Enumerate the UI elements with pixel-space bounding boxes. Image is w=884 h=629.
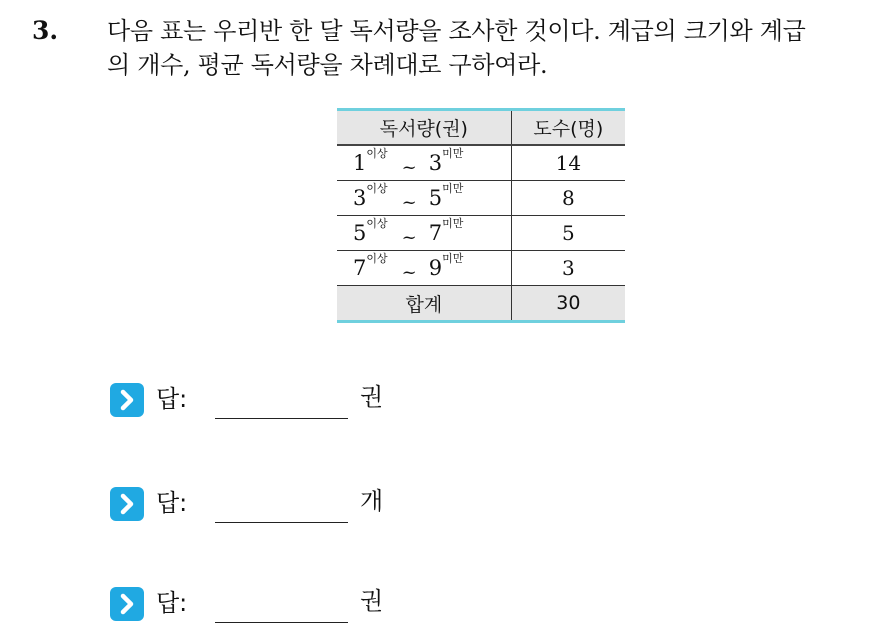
answer-unit: 개 [360,487,384,515]
frequency-cell: 8 [511,181,625,216]
table-header-row [337,110,625,146]
table-total-row [337,286,625,322]
chevron-right-icon [110,587,144,621]
lower-bound-label: 이상 [366,252,388,265]
interval-from: 3 [353,186,367,210]
total-label: 합계 [337,286,511,322]
answer-label: 답: [156,385,188,413]
frequency-cell: 5 [511,216,625,251]
lower-bound-label: 이상 [366,217,388,230]
header-reading-amount: 독서량(권) [337,110,511,146]
class-interval [337,145,511,181]
lower-bound-label: 이상 [366,182,388,195]
interval-from: 5 [353,221,367,245]
chevron-right-icon [110,383,144,417]
class-interval [337,216,511,251]
tilde: ~ [401,157,417,178]
table-row [337,181,625,216]
interval-to: 9 [428,256,443,280]
frequency-cell: 3 [511,251,625,286]
class-interval [337,181,511,216]
answer-label: 답: [156,589,188,617]
chevron-right-icon [110,487,144,521]
tilde: ~ [401,192,417,213]
answer-unit: 권 [360,383,384,411]
upper-bound-label: 미만 [442,217,464,230]
tilde: ~ [401,262,417,283]
interval-from: 7 [353,256,367,280]
question-line-1: 다음 표는 우리반 한 달 독서량을 조사한 것이다. 계급의 크기와 계급 [107,17,806,45]
question-number: 3. [32,16,59,45]
interval-to: 5 [428,186,443,210]
upper-bound-label: 미만 [442,147,464,160]
frequency-cell: 14 [511,145,625,181]
answer-row-3 [110,584,510,624]
upper-bound-label: 미만 [442,252,464,265]
answer-row-2 [110,484,510,524]
table-row [337,216,625,251]
upper-bound-label: 미만 [442,182,464,195]
table-row [337,145,625,181]
class-interval [337,251,511,286]
lower-bound-label: 이상 [366,147,388,160]
answer-label: 답: [156,489,188,517]
interval-from: 1 [353,151,367,175]
interval-to: 3 [428,151,443,175]
total-value: 30 [511,286,625,322]
frequency-table [337,108,625,323]
answer-unit: 권 [360,587,384,615]
answer-row-1 [110,380,510,420]
answer-blank[interactable] [215,622,348,623]
answer-blank[interactable] [215,418,348,419]
header-frequency: 도수(명) [511,110,625,146]
tilde: ~ [401,227,417,248]
interval-to: 7 [428,221,443,245]
table-row [337,251,625,286]
question-text [107,14,867,82]
answer-blank[interactable] [215,522,348,523]
question-line-2: 의 개수, 평균 독서량을 차례대로 구하여라. [107,51,548,79]
